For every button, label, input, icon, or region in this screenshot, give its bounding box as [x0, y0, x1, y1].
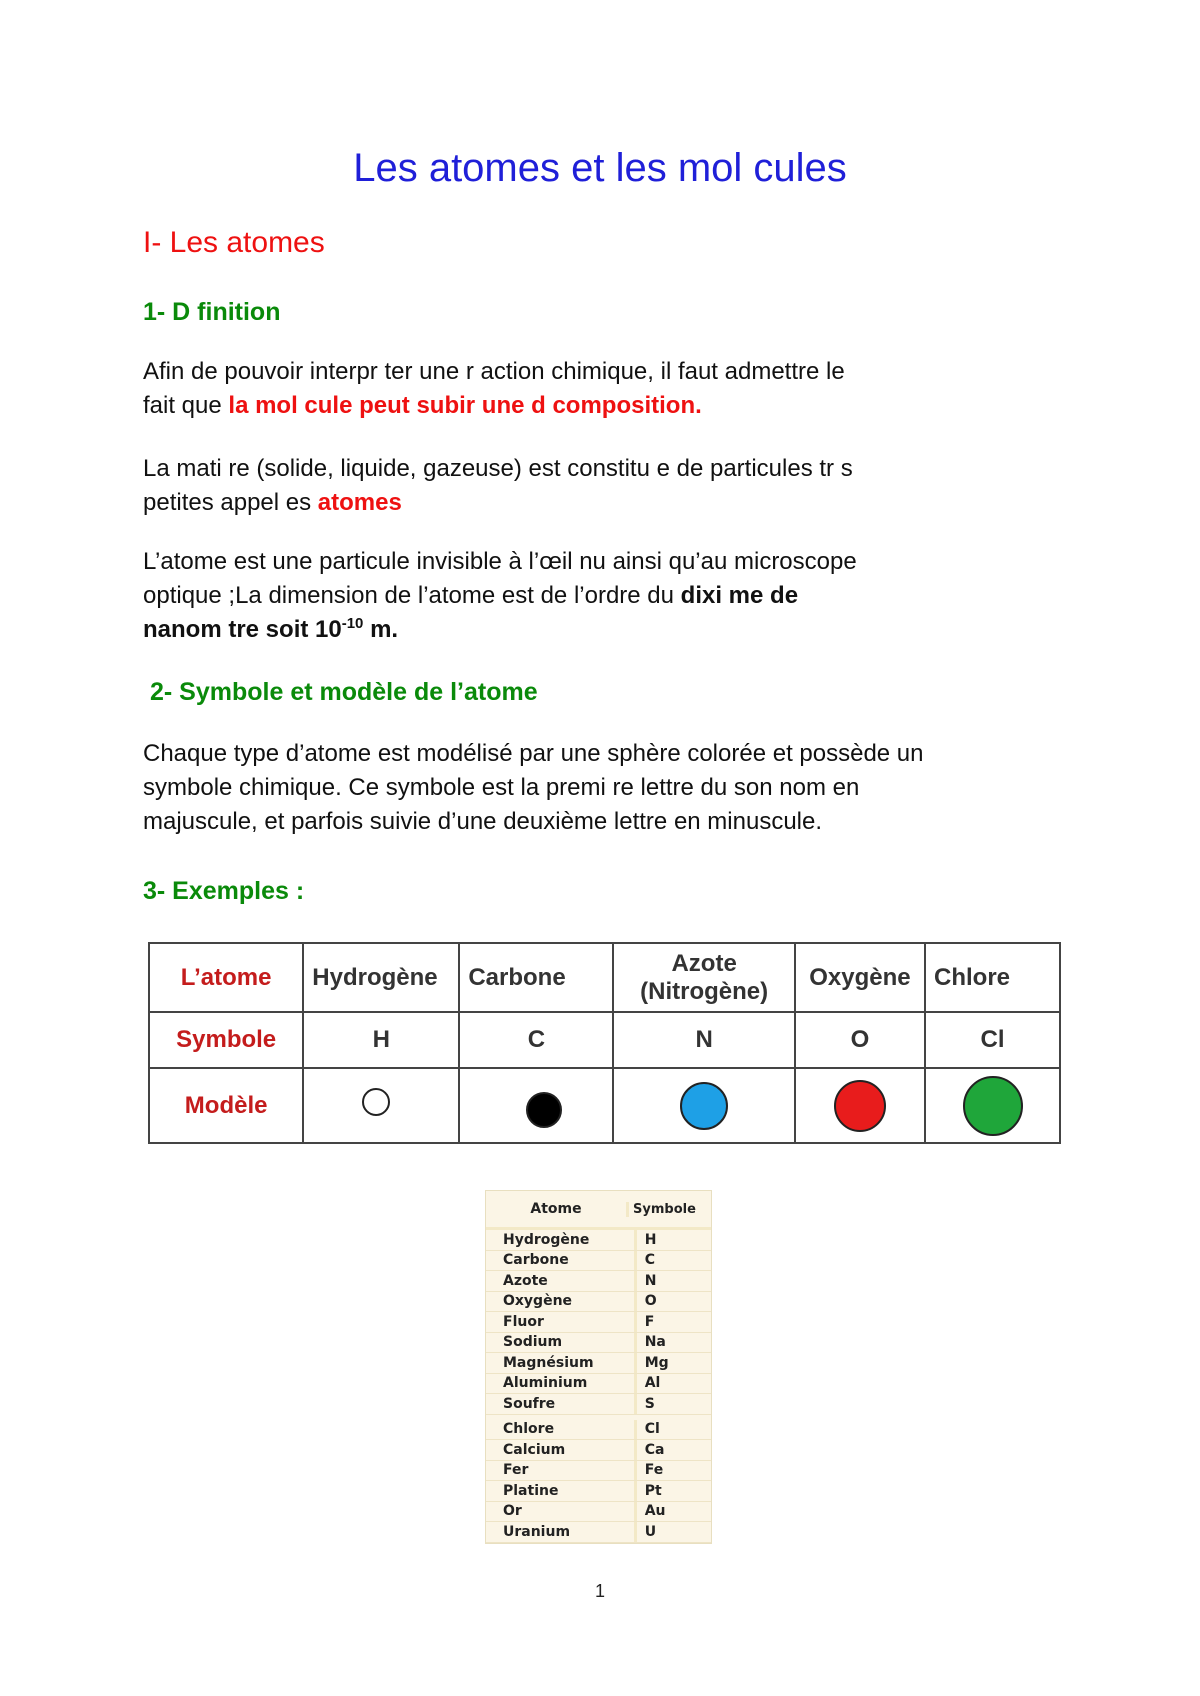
atom-symbol-cell: U [634, 1522, 711, 1542]
subheading-symbol-model: 2- Symbole et modèle de l’atome [150, 678, 538, 706]
atom-name-cell: Or [503, 1503, 522, 1520]
atom-symbol: Cl [925, 1012, 1060, 1068]
text-segment: petites appel es [143, 489, 318, 516]
atom-name-cell: Soufre [503, 1395, 556, 1412]
bold-text: nanom tre soit 10 [143, 616, 342, 643]
text-line [143, 613, 1043, 647]
chlorine-sphere [963, 1076, 1023, 1136]
oxygen-sphere [834, 1080, 886, 1132]
table-row [486, 1312, 711, 1333]
atom-name-cell: Aluminium [503, 1375, 588, 1392]
atom-symbol-cell: Na [634, 1333, 711, 1353]
table-row-model [149, 1068, 1060, 1143]
model-cell [925, 1068, 1060, 1143]
atom-name-main: Azote [671, 949, 737, 977]
atom-name-cell: Uranium [503, 1523, 571, 1540]
atom-symbol: C [459, 1012, 613, 1068]
highlight-text: atomes [317, 489, 402, 516]
table-row [486, 1440, 711, 1461]
model-cell [303, 1068, 459, 1143]
text-line: Afin de pouvoir interpr ter une r action chimique, il faut admettre le [143, 358, 845, 385]
table-body [486, 1230, 711, 1543]
subheading-definition: 1- D finition [143, 298, 281, 326]
table-row [486, 1251, 711, 1272]
column-header: Atome [530, 1201, 582, 1217]
examples-table [148, 942, 1061, 1144]
exponent: -10 [341, 615, 364, 632]
carbon-sphere [526, 1092, 562, 1128]
atom-symbol-cell: Mg [634, 1353, 711, 1373]
text-line: Chaque type d’atome est modélisé par une sphère colorée et possède un [143, 740, 924, 767]
atom-symbol-cell: C [634, 1251, 711, 1271]
table-row [486, 1461, 711, 1482]
table-row [486, 1353, 711, 1374]
atom-name: Carbone [459, 943, 613, 1012]
table-row-symbol [149, 1012, 1060, 1068]
text-line [143, 389, 1043, 423]
atom-name-cell: Platine [503, 1482, 559, 1499]
bold-text: m. [363, 616, 399, 643]
table-row-atom [149, 943, 1060, 1012]
table-header [486, 1191, 711, 1230]
table-row [486, 1292, 711, 1313]
table-row [486, 1522, 711, 1543]
atom-name-cell: Carbone [503, 1252, 569, 1269]
text-line: majuscule, et parfois suivie d’une deuxième lettre en minuscule. [143, 808, 823, 835]
table-row [486, 1394, 711, 1415]
atom-symbol: O [795, 1012, 925, 1068]
text-line: L’atome est une particule invisible à l’œil nu ainsi qu’au microscope [143, 548, 857, 575]
atom-symbol-cell: S [634, 1394, 711, 1414]
text-segment: fait que [143, 392, 229, 419]
paragraph-definition [143, 355, 1043, 423]
atom-symbol-cell: N [634, 1271, 711, 1291]
table-row [486, 1420, 711, 1441]
atom-symbol-cell: O [634, 1292, 711, 1312]
hydrogen-sphere [362, 1088, 390, 1116]
atom-name-cell: Chlore [503, 1421, 555, 1438]
nitrogen-sphere [680, 1082, 728, 1130]
atom-name-cell: Fluor [503, 1313, 544, 1330]
atom-name [613, 943, 794, 1012]
atom-symbol-cell: Cl [634, 1420, 711, 1440]
atom-name-cell: Calcium [503, 1441, 566, 1458]
table-row [486, 1230, 711, 1251]
text-line: La mati re (solide, liquide, gazeuse) est constitu e de particules tr s [143, 455, 853, 482]
model-cell [613, 1068, 794, 1143]
row-label: Modèle [149, 1068, 303, 1143]
subheading-examples: 3- Exemples : [143, 877, 305, 905]
page-number: 1 [594, 1581, 605, 1601]
row-label: L’atome [149, 943, 303, 1012]
atom-name-cell: Azote [503, 1272, 548, 1289]
atom-name-cell: Hydrogène [503, 1231, 590, 1248]
text-segment: optique ;La dimension de l’atome est de l’ordre du [143, 582, 681, 609]
column-header: Symbole [626, 1202, 703, 1217]
paragraph-symbol [143, 737, 1043, 839]
bold-text: dixi me de [680, 582, 799, 609]
section-heading-atomes: I- Les atomes [143, 226, 325, 259]
atom-name-cell: Oxygène [503, 1293, 573, 1310]
table-row [486, 1481, 711, 1502]
atom-symbol-cell: F [634, 1312, 711, 1332]
atom-name: Chlore [925, 943, 1060, 1012]
table-row [486, 1502, 711, 1523]
atom-name-cell: Magnésium [503, 1354, 594, 1371]
atom-symbol-cell: H [634, 1230, 711, 1250]
text-line: symbole chimique. Ce symbole est la premi re lettre du son nom en [143, 774, 860, 801]
highlight-text: la mol cule peut subir une d composition. [228, 392, 702, 419]
page-title: Les atomes et les mol cules [353, 146, 847, 190]
model-cell [795, 1068, 925, 1143]
atom-symbol-cell: Pt [634, 1481, 711, 1501]
atom-symbol-cell: Ca [634, 1440, 711, 1460]
table-row [486, 1374, 711, 1395]
paragraph-matter [143, 452, 1043, 520]
table-row [486, 1333, 711, 1354]
atom-name: Hydrogène [303, 943, 459, 1012]
text-line [143, 579, 1043, 613]
symbols-table [485, 1190, 712, 1544]
atom-name-cell: Fer [503, 1462, 529, 1479]
model-cell [459, 1068, 613, 1143]
text-line [143, 486, 1043, 520]
atom-symbol-cell: Fe [634, 1461, 711, 1481]
atom-symbol-cell: Au [634, 1502, 711, 1522]
table-row [486, 1271, 711, 1292]
atom-name: Oxygène [795, 943, 925, 1012]
atom-symbol: N [613, 1012, 794, 1068]
paragraph-atom-size [143, 545, 1043, 647]
atom-name-alt: (Nitrogène) [640, 977, 769, 1005]
atom-name-cell: Sodium [503, 1334, 563, 1351]
atom-symbol: H [303, 1012, 459, 1068]
atom-symbol-cell: Al [634, 1374, 711, 1394]
row-label: Symbole [149, 1012, 303, 1068]
